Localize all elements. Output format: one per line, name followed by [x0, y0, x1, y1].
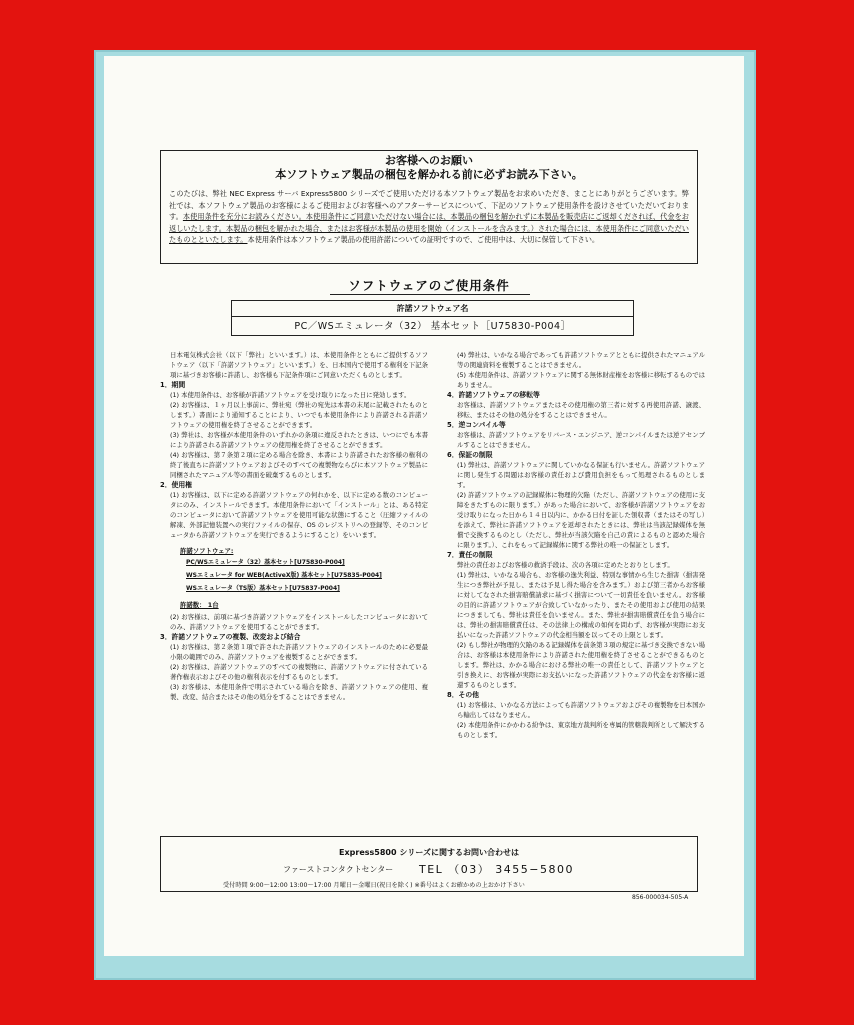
software-table — [231, 300, 634, 336]
clause: (1) 本使用条件は、お客様が許諾ソフトウェアを受け取りになった日に発効します。 — [170, 391, 411, 399]
section-heading: 2．使用権 — [160, 481, 192, 489]
software-label: 許諾ソフトウェア名 — [232, 301, 633, 317]
licensed-product: PC/WSエミュレータ（32）基本セット[U75830-P004] — [186, 559, 345, 566]
document-code: 856-000034-505-A — [632, 894, 689, 901]
notice-heading: お客様へのお願い — [385, 154, 473, 167]
section-heading: 8．その他 — [447, 691, 479, 699]
clause: (2) 許諾ソフトウェアの記録媒体に物理的欠陥（ただし、許諾ソフトウェアの使用に支障をきたすものに限ります。）があった場合において、お客様が許諾ソフトウェアをお受け取りになった日から１４日以内に、かかる日付を証した領収書（またはその写し）を添えて、弊社に許諾ソフトウェアを返却されたときには、弊社は当該記録媒体を無償で交換するものとし（ただし、弊社が当該欠陥を自己の責によるものと認めた場合に限ります。）、これをもって記録媒体に関する弊社の唯一の保証とします。 — [457, 491, 705, 549]
title-underline — [330, 294, 530, 295]
clause: (2) お客様は、１ヶ月以上事前に、弊社宛（弊社の宛先は本書の末尾に記載されたものとします。）書面により通知することにより、いつでも本使用条件により許諾される許諾ソフトウェアの使用権を終了させることができます。 — [170, 401, 428, 429]
licensed-software-label: 許諾ソフトウェア: — [180, 547, 234, 555]
clause: (4) 弊社は、いかなる場合であっても許諾ソフトウェアとともに提供されたマニュアル等の関連資料を複製することはできません。 — [457, 351, 705, 369]
notice-body — [169, 188, 689, 246]
clause: (2) もし弊社が物理的欠陥のある記録媒体を前条第３項の規定に基づき交換できない場合は、お客様は本使用条件により許諾された使用権を終了させることができるものとします。弊社は、かかる場合における弊社の唯一の責任として、許諾ソフトウェアと引き換えに、お客様が実際にお支払いになった許諾ソフトウェアの代金をお客様に返還するものとします。 — [457, 641, 705, 689]
notice-subheading: 本ソフトウェア製品の梱包を解かれる前に必ずお読み下さい。 — [275, 168, 583, 181]
contact-title: Express5800 シリーズに関するお問い合わせは — [339, 848, 519, 857]
terms-right-column — [447, 350, 705, 740]
clause: 弊社の責任およびお客様の救済手段は、次の各項に定めたとおりとします。 — [457, 561, 674, 569]
terms-left-column — [160, 350, 428, 702]
section-heading: 7．責任の制限 — [447, 551, 493, 559]
intro-paragraph: 日本電気株式会社（以下「弊社」といいます。）は、本使用条件とともにご提供するソフトウェア（以下「許諾ソフトウェア」といいます。）を、日本国内で使用する権利を下記条項に基づきお客様に許諾し、お客様も下記条件項にご同意いただくものとします。 — [170, 351, 428, 379]
section-heading: 3．許諾ソフトウェアの複製、改変および結合 — [160, 633, 301, 641]
page-title: ソフトウェアのご使用条件 — [348, 278, 510, 293]
section-heading: 6．保証の制限 — [447, 451, 493, 459]
licensed-product: WSエミュレータ（TS版）基本セット[U75837-P004] — [186, 585, 340, 592]
clause: (1) お客様は、以下に定める許諾ソフトウェアの何れかを、以下に定める数のコンピュータにのみ、インストールできます。本使用条件において「インストール」とは、ある特定のコンピュータにおいて許諾ソフトウェアを使用可能な状態にすること（圧縮ファイルの解凍、外部記憶装置への実行ファイルの保存、OS のレジストリへの登録等、そのコンピュータから許諾ソフトウェアを実行できるようにすること）をいいます。 — [170, 491, 428, 539]
notice-body-footer: 本使用条件は本ソフトウェア製品の使用許諾についての証明ですので、ご使用中は、大切に保管して下さい。 — [247, 235, 600, 245]
clause: (1) 弊社は、いかなる場合も、お客様の逸失利益、特別な事情から生じた損害（損害発生につき弊社が予見し、または予見し得た場合を含みます。）および第三者からお客様に対してなされた損害賠償請求に基づく損害について一切責任を負いません。お客様の目的に許諾ソフトウェアが合致していなかったり、またその使用および使用の結果につきましても、弊社は責任を負いません。また、弊社が損害賠償責任を負う場合には、弊社の損害賠償責任は、その法律上の構成の如何を問わず、お客様が実際にお支払いになった許諾ソフトウェアの代金相当額を以ってその上限とします。 — [457, 571, 705, 639]
contact-box — [160, 836, 698, 892]
notice-body-text: このたびは、弊社 NEC Express サーバ Express5800 シリーズでご使用いただける本ソフトウェア製品をお求めいただき、まことにありがとうございます。弊社では、本ソフトウェア製品のお客様によるご使用およびお客様へのアフターサービスについて、下記のソフトウェア使用条件を設けさせていただいております。 — [169, 189, 689, 222]
clause: (1) お客様は、いかなる方法によっても許諾ソフトウェアおよびその複製物を日本国から輸出してはなりません。 — [457, 701, 705, 719]
clause: (5) 本使用条件は、許諾ソフトウェアに関する無体財産権をお客様に移転するものではありません。 — [457, 371, 705, 389]
licensed-product: WSエミュレータ for WEB(ActiveX版) 基本セット[U75835-P004] — [186, 572, 382, 579]
clause: (2) お客様は、前項に基づき許諾ソフトウェアをインストールしたコンピュータにおいてのみ、許諾ソフトウェアを使用することができます。 — [170, 613, 428, 631]
software-name: PC／WSエミュレータ（32） 基本セット［U75830-P004］ — [294, 321, 571, 332]
license-count: 許諾数： 1台 — [180, 601, 219, 609]
contact-phone: TEL （03） 3455−5800 — [419, 863, 574, 876]
contact-center: ファーストコンタクトセンター — [283, 865, 394, 874]
clause: (3) 弊社は、お客様が本使用条件のいずれかの条項に違反されたときは、いつにでも本書により許諾される許諾ソフトウェアの使用権を終了させることができます。 — [170, 431, 428, 449]
section-heading: 1．期間 — [160, 381, 186, 389]
clause: (2) 本使用条件にかかわる紛争は、東京地方裁判所を専属的管轄裁判所として解決するものとします。 — [457, 721, 705, 739]
notice-body-emphasis: 本使用条件を充分にお読みください。本使用条件にご同意いただけない場合には、本製品の梱包を解かれずに本製品を販売店にご返却くだされば、代金をお返しいたします。本製品の梱包を解かれた場合、またはお客様が本製品の使用を開始（インストールを含みます。）された場合には、本使用条件にご同意いただいたものとといたします。 — [169, 212, 689, 245]
clause: お客様は、許諾ソフトウェアをリバース・エンジニア、逆コンパイルまたは逆アセンブルすることはできません。 — [457, 431, 705, 449]
clause: (1) お客様は、第２条第１項で許された許諾ソフトウェアのインストールのために必要最小限の範囲でのみ、許諾ソフトウェアを複製することができます。 — [170, 643, 428, 661]
clause: (3) お客様は、本使用条件で明示されている場合を除き、許諾ソフトウェアの使用、複製、改変、結合またはその他の処分をすることはできません。 — [170, 683, 428, 701]
section-heading: 5．逆コンパイル等 — [447, 421, 506, 429]
clause: (1) 弊社は、許諾ソフトウェアに関していかなる保証も行いません。許諾ソフトウェアに関し発生する問題はお客様の責任および費用負担をもって処理されるものとします。 — [457, 461, 705, 489]
contact-hours: 受付時間 9:00〜12:00 13:00〜17:00 月曜日〜金曜日(祝日を除く) ※番号はよくお確かめの上おかけ下さい — [223, 882, 525, 889]
clause: お客様は、許諾ソフトウェアまたはその使用権の第三者に対する再使用許諾、譲渡、移転、またはその他の処分をすることはできません。 — [457, 401, 705, 419]
clause: (4) お客様は、第７条第２項に定める場合を除き、本書により許諾されたお客様の権利の終了後直ちに許諾ソフトウェアおよびそのすべての複製物ならびに本ソフトウェア製品に同梱されたマニュアル等の書面を破棄するものとします。 — [170, 451, 428, 479]
clause: (2) お客様は、許諾ソフトウェアのすべての複製物に、許諾ソフトウェアに付されている著作権表示およびその他の権利表示を付するものとします。 — [170, 663, 428, 681]
section-heading: 4．許諾ソフトウェアの移転等 — [447, 391, 540, 399]
customer-notice — [160, 150, 698, 264]
